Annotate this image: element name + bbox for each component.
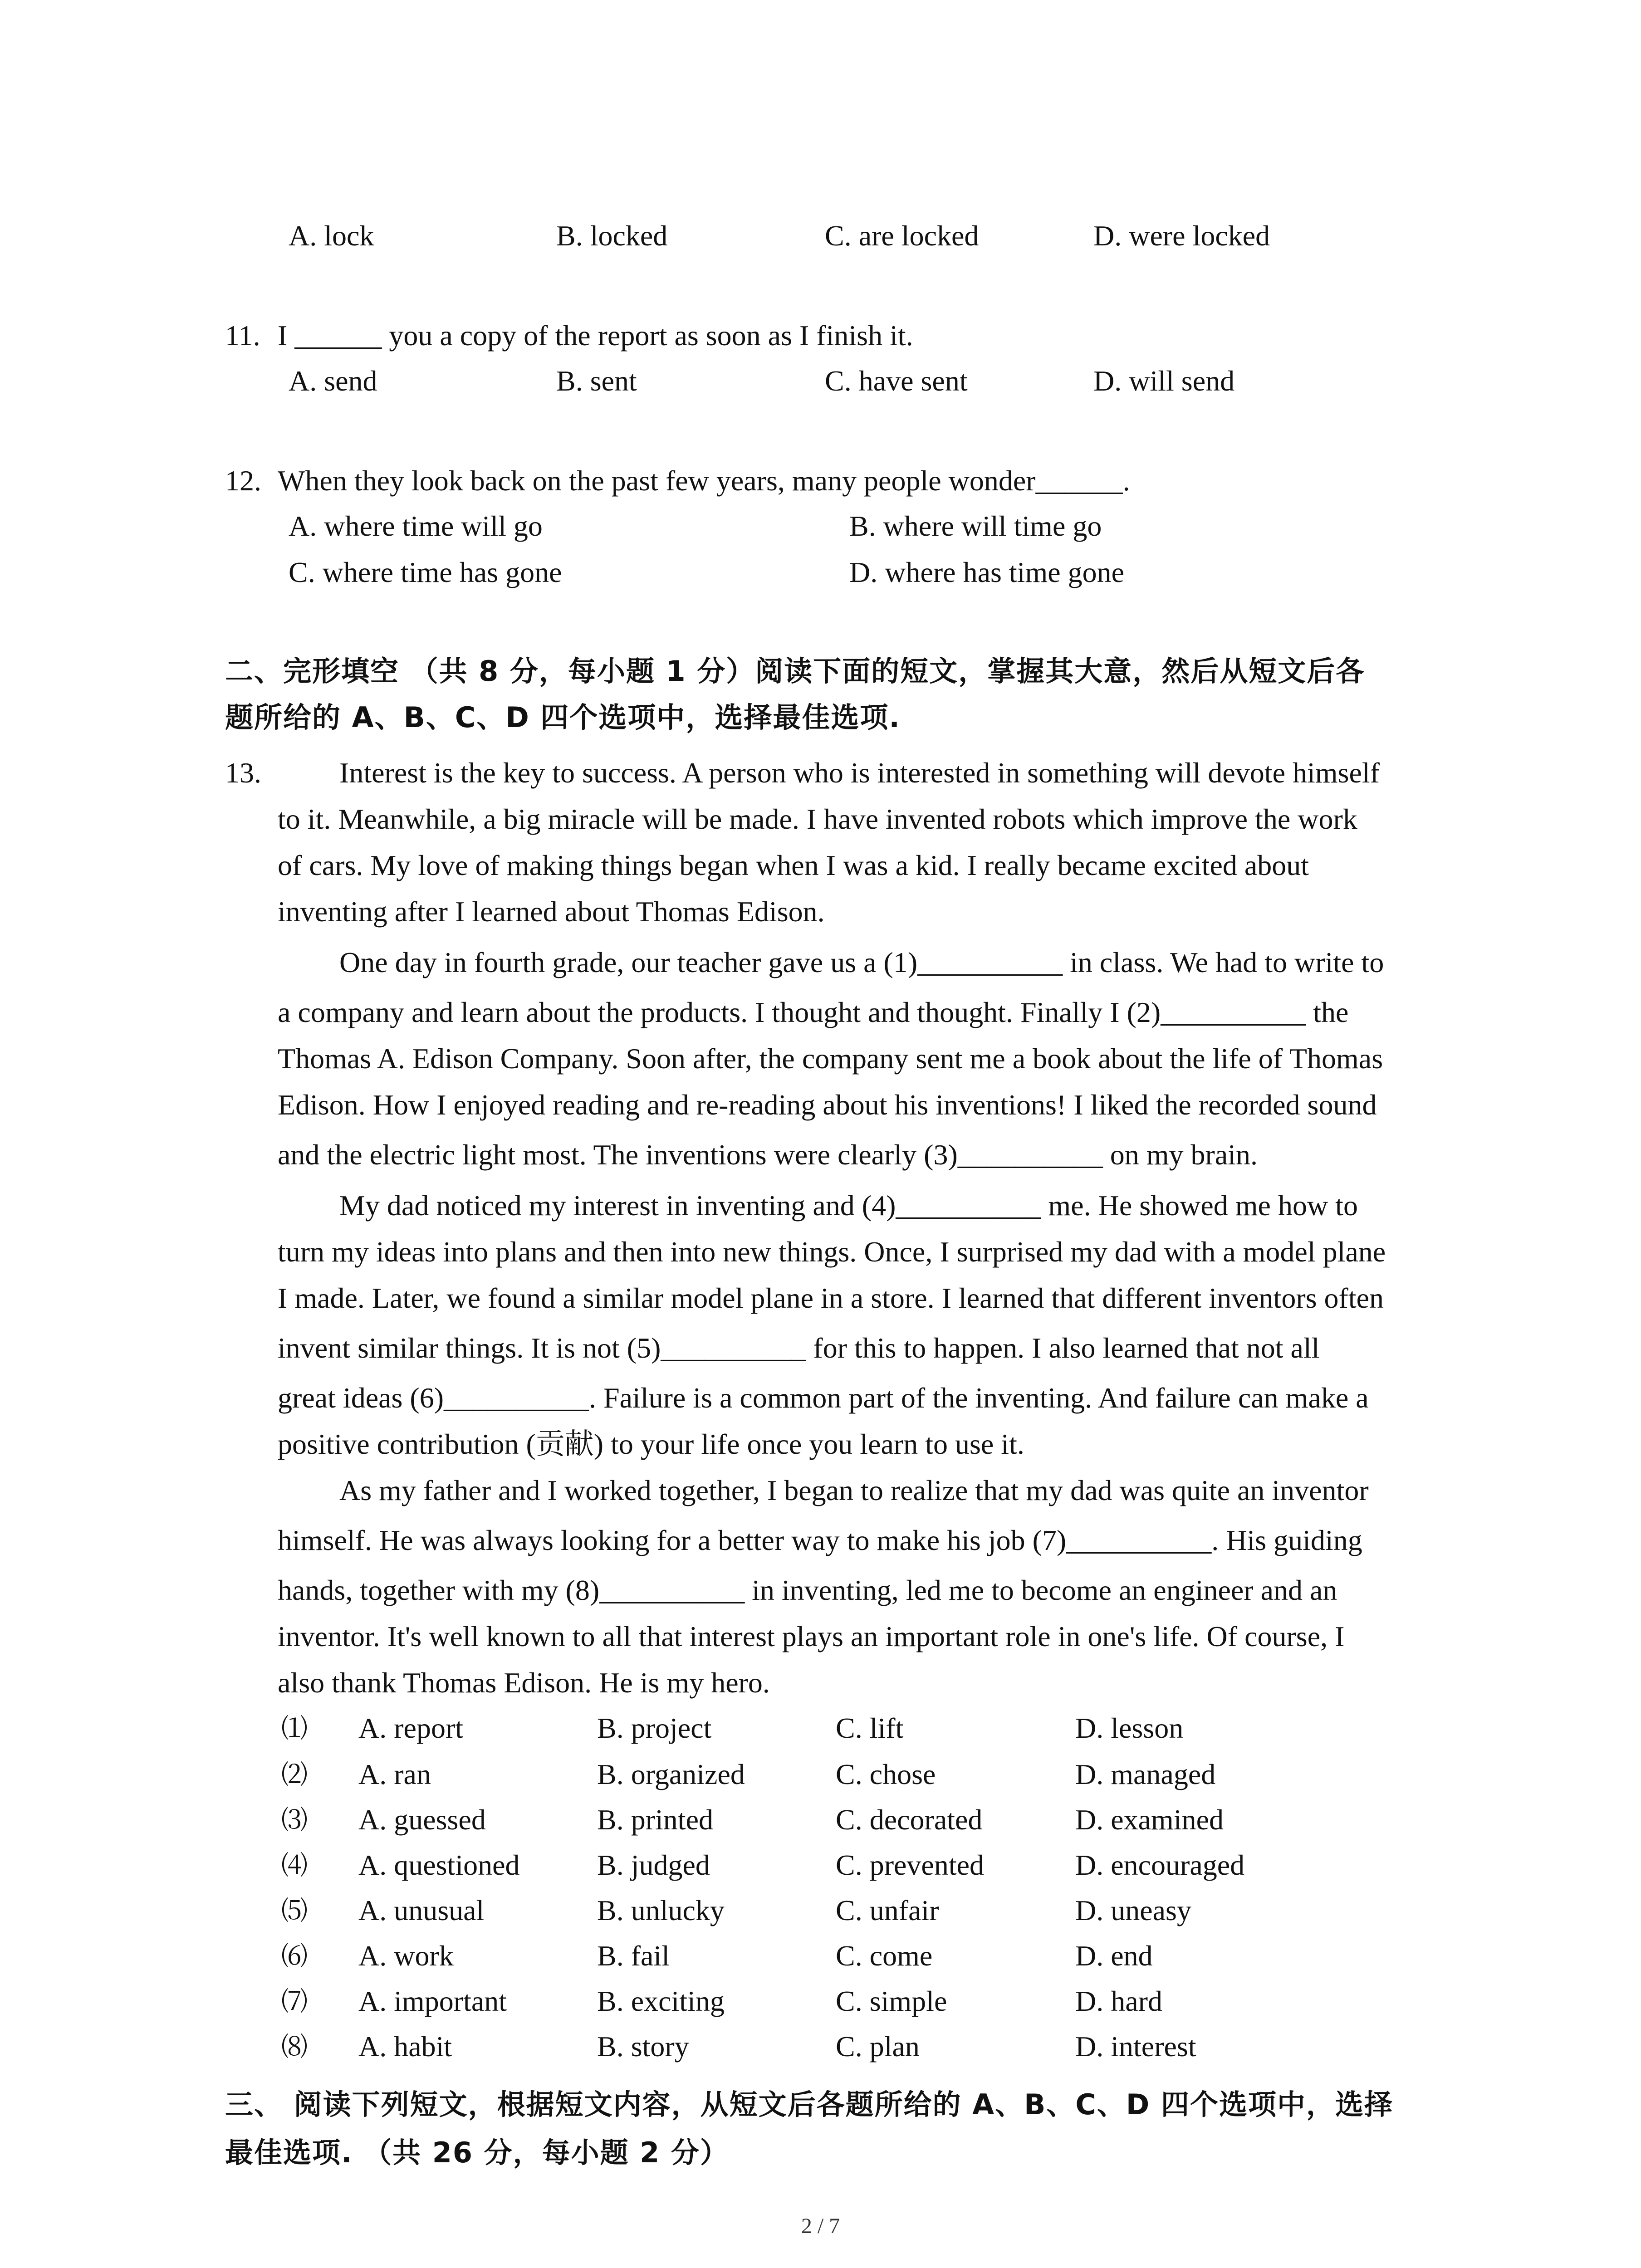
q11-stem: I ______ you a copy of the report as soon as I finish it. [278, 319, 913, 352]
choice-option-b: B. organized [597, 1758, 745, 1790]
passage-line: to it. Meanwhile, a big miracle will be made. I have invented robots which improve the work [278, 803, 1357, 835]
choice-option-d: D. managed [1075, 1758, 1216, 1790]
choice-option-d: D. lesson [1075, 1712, 1184, 1744]
passage-line: turn my ideas into plans and then into new things. Once, I surprised my dad with a model plane [278, 1236, 1386, 1268]
passage-line: hands, together with my (8)__________ in inventing, led me to become an engineer and an [278, 1574, 1337, 1606]
passage-line: himself. He was always looking for a better way to make his job (7)__________. His guiding [278, 1524, 1362, 1556]
choice-option-a: A. ran [358, 1758, 431, 1790]
section2-heading-line2: 题所给的 A、B、C、D 四个选项中，选择最佳选项. [225, 701, 901, 734]
passage-line: invent similar things. It is not (5)__________ for this to happen. I also learned that not all [278, 1332, 1320, 1364]
choice-option-a: A. important [358, 1985, 507, 2017]
choice-option-a: A. report [358, 1712, 464, 1744]
choice-option-a: A. guessed [358, 1804, 486, 1836]
q13-number: 13. [225, 757, 261, 789]
choice-option-b: B. judged [597, 1849, 710, 1881]
choice-option-c: C. decorated [836, 1804, 983, 1836]
q12-option-b: B. where will time go [849, 510, 1102, 542]
choice-number: ⑺ [281, 1986, 308, 2017]
passage-line: great ideas (6)__________. Failure is a common part of the inventing. And failure can make a [278, 1382, 1369, 1414]
passage-line: positive contribution (贡献) to your life once you learn to use it. [278, 1428, 1024, 1460]
choice-number: ⑸ [281, 1895, 308, 1926]
q10-option-d: D. were locked [1093, 220, 1270, 252]
choice-number: ⑶ [281, 1804, 308, 1835]
choice-option-d: D. encouraged [1075, 1849, 1245, 1881]
choice-number: ⑷ [281, 1850, 308, 1881]
choice-option-b: B. project [597, 1712, 712, 1744]
choice-option-b: B. exciting [597, 1985, 725, 2017]
passage-line: Edison. How I enjoyed reading and re-reading about his inventions! I liked the recorded sound [278, 1089, 1377, 1121]
passage-line: I made. Later, we found a similar model plane in a store. I learned that different inventors often [278, 1282, 1384, 1314]
choice-option-c: C. prevented [836, 1849, 984, 1881]
choice-option-c: C. come [836, 1940, 933, 1972]
q12-option-d: D. where has time gone [849, 556, 1125, 588]
passage-line: My dad noticed my interest in inventing and (4)__________ me. He showed me how to [339, 1189, 1358, 1222]
passage-line: inventor. It's well known to all that interest plays an important role in one's life. Of course, I [278, 1620, 1345, 1652]
q12-number: 12. [225, 464, 261, 497]
q10-option-b: B. locked [556, 220, 668, 252]
choice-option-c: C. chose [836, 1758, 936, 1790]
passage-line: Thomas A. Edison Company. Soon after, the company sent me a book about the life of Thomas [278, 1042, 1383, 1075]
q11-option-a: A. send [289, 365, 377, 397]
q12-option-a: A. where time will go [289, 510, 543, 542]
choice-number: ⑹ [281, 1941, 308, 1971]
choice-option-b: B. printed [597, 1804, 713, 1836]
passage-line: also thank Thomas Edison. He is my hero. [278, 1667, 770, 1699]
q12-option-c: C. where time has gone [289, 556, 562, 588]
q10-option-a: A. lock [289, 220, 374, 252]
choice-number: ⑻ [281, 2031, 308, 2062]
choice-option-a: A. work [358, 1940, 454, 1972]
choice-option-d: D. interest [1075, 2030, 1196, 2063]
passage-line: of cars. My love of making things began when I was a kid. I really became excited about [278, 849, 1309, 881]
passage-line: and the electric light most. The inventions were clearly (3)__________ on my brain. [278, 1139, 1258, 1171]
q11-option-c: C. have sent [825, 365, 968, 397]
choice-option-b: B. story [597, 2030, 689, 2063]
choice-option-b: B. fail [597, 1940, 670, 1972]
choice-option-d: D. end [1075, 1940, 1153, 1972]
passage-line: inventing after I learned about Thomas Edison. [278, 895, 825, 928]
choice-number: ⑵ [281, 1759, 308, 1790]
choice-option-d: D. uneasy [1075, 1894, 1191, 1926]
passage-line: Interest is the key to success. A person who is interested in something will devote himself [339, 757, 1380, 789]
choice-option-b: B. unlucky [597, 1894, 725, 1926]
choice-option-a: A. habit [358, 2030, 452, 2063]
q11-option-b: B. sent [556, 365, 637, 397]
q12-stem: When they look back on the past few years, many people wonder______. [278, 464, 1130, 497]
choice-option-c: C. lift [836, 1712, 904, 1744]
choice-option-c: C. simple [836, 1985, 947, 2017]
page-number: 2 / 7 [801, 2214, 840, 2238]
choice-option-c: C. unfair [836, 1894, 939, 1926]
passage-line: a company and learn about the products. I thought and thought. Finally I (2)__________ the [278, 996, 1349, 1028]
section2-heading-line1: 二、完形填空 （共 8 分，每小题 1 分）阅读下面的短文，掌握其大意，然后从短文后各 [225, 655, 1365, 688]
q10-option-c: C. are locked [825, 220, 979, 252]
q11-option-d: D. will send [1093, 365, 1235, 397]
passage-line: As my father and I worked together, I began to realize that my dad was quite an inventor [339, 1474, 1369, 1506]
choice-option-d: D. hard [1075, 1985, 1162, 2017]
section3-heading-line1: 三、 阅读下列短文，根据短文内容，从短文后各题所给的 A、B、C、D 四个选项中，选择 [225, 2088, 1393, 2121]
q11-number: 11. [225, 319, 260, 352]
choice-option-a: A. unusual [358, 1894, 485, 1926]
section3-heading-line2: 最佳选项. （共 26 分，每小题 2 分） [225, 2136, 729, 2169]
choice-option-d: D. examined [1075, 1804, 1224, 1836]
choice-option-c: C. plan [836, 2030, 920, 2063]
choice-number: ⑴ [281, 1713, 308, 1744]
choice-option-a: A. questioned [358, 1849, 520, 1881]
passage-line: One day in fourth grade, our teacher gave us a (1)__________ in class. We had to write to [339, 946, 1384, 978]
